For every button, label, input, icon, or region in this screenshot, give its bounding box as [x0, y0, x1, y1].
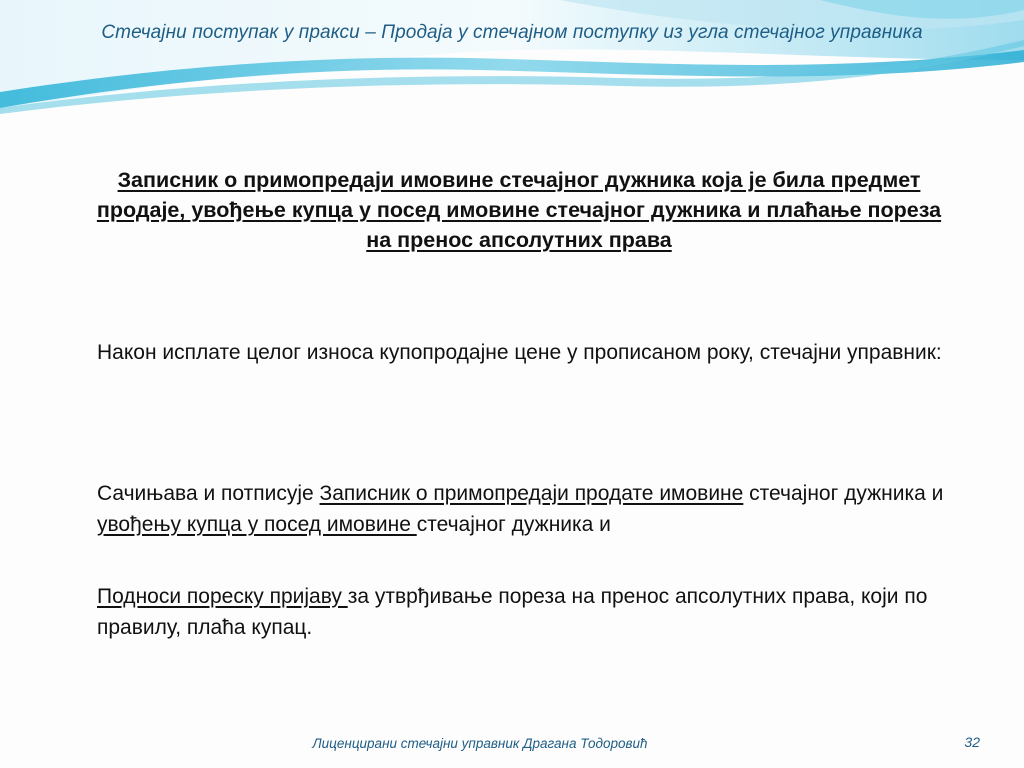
paragraph-record-suffix: стечајног дужника и [416, 513, 611, 536]
underlined-possession-text: увођењу купца у посед имовине [97, 513, 417, 536]
underlined-tax-return: Подноси пореску пријаву [97, 585, 348, 608]
header-wave-decoration [0, 0, 1024, 120]
underlined-record-title: Записник о примопредаји продате имовине [319, 482, 744, 505]
page-number: 32 [964, 734, 980, 750]
slide-heading: Записник о примопредаји имовине стечајног дужника која је била предмет продаје, увођење купца у посед имовине стечајног дужника и плаћање пореза на пренос апсолутних права [96, 168, 942, 252]
paragraph-record-middle: стечајног дужника и [743, 482, 944, 505]
paragraph-tax [97, 581, 977, 643]
footer-author: Лиценцирани стечајни управник Драгана Тодоровић [312, 736, 648, 751]
paragraph-record [97, 478, 977, 540]
paragraph-intro: Након исплате целог износа купопродајне цене у прописаном року, стечајни управник: [97, 341, 942, 364]
paragraph-tax-suffix: за утврђивање пореза на пренос апсолутних права, који по правилу, плаћа купац. [97, 585, 928, 639]
paragraph-record-prefix: Сачињава и потписује [97, 482, 320, 505]
header-title: Стечајни поступак у пракси – Продаја у стечајном поступку из угла стечајног управника [101, 22, 923, 43]
